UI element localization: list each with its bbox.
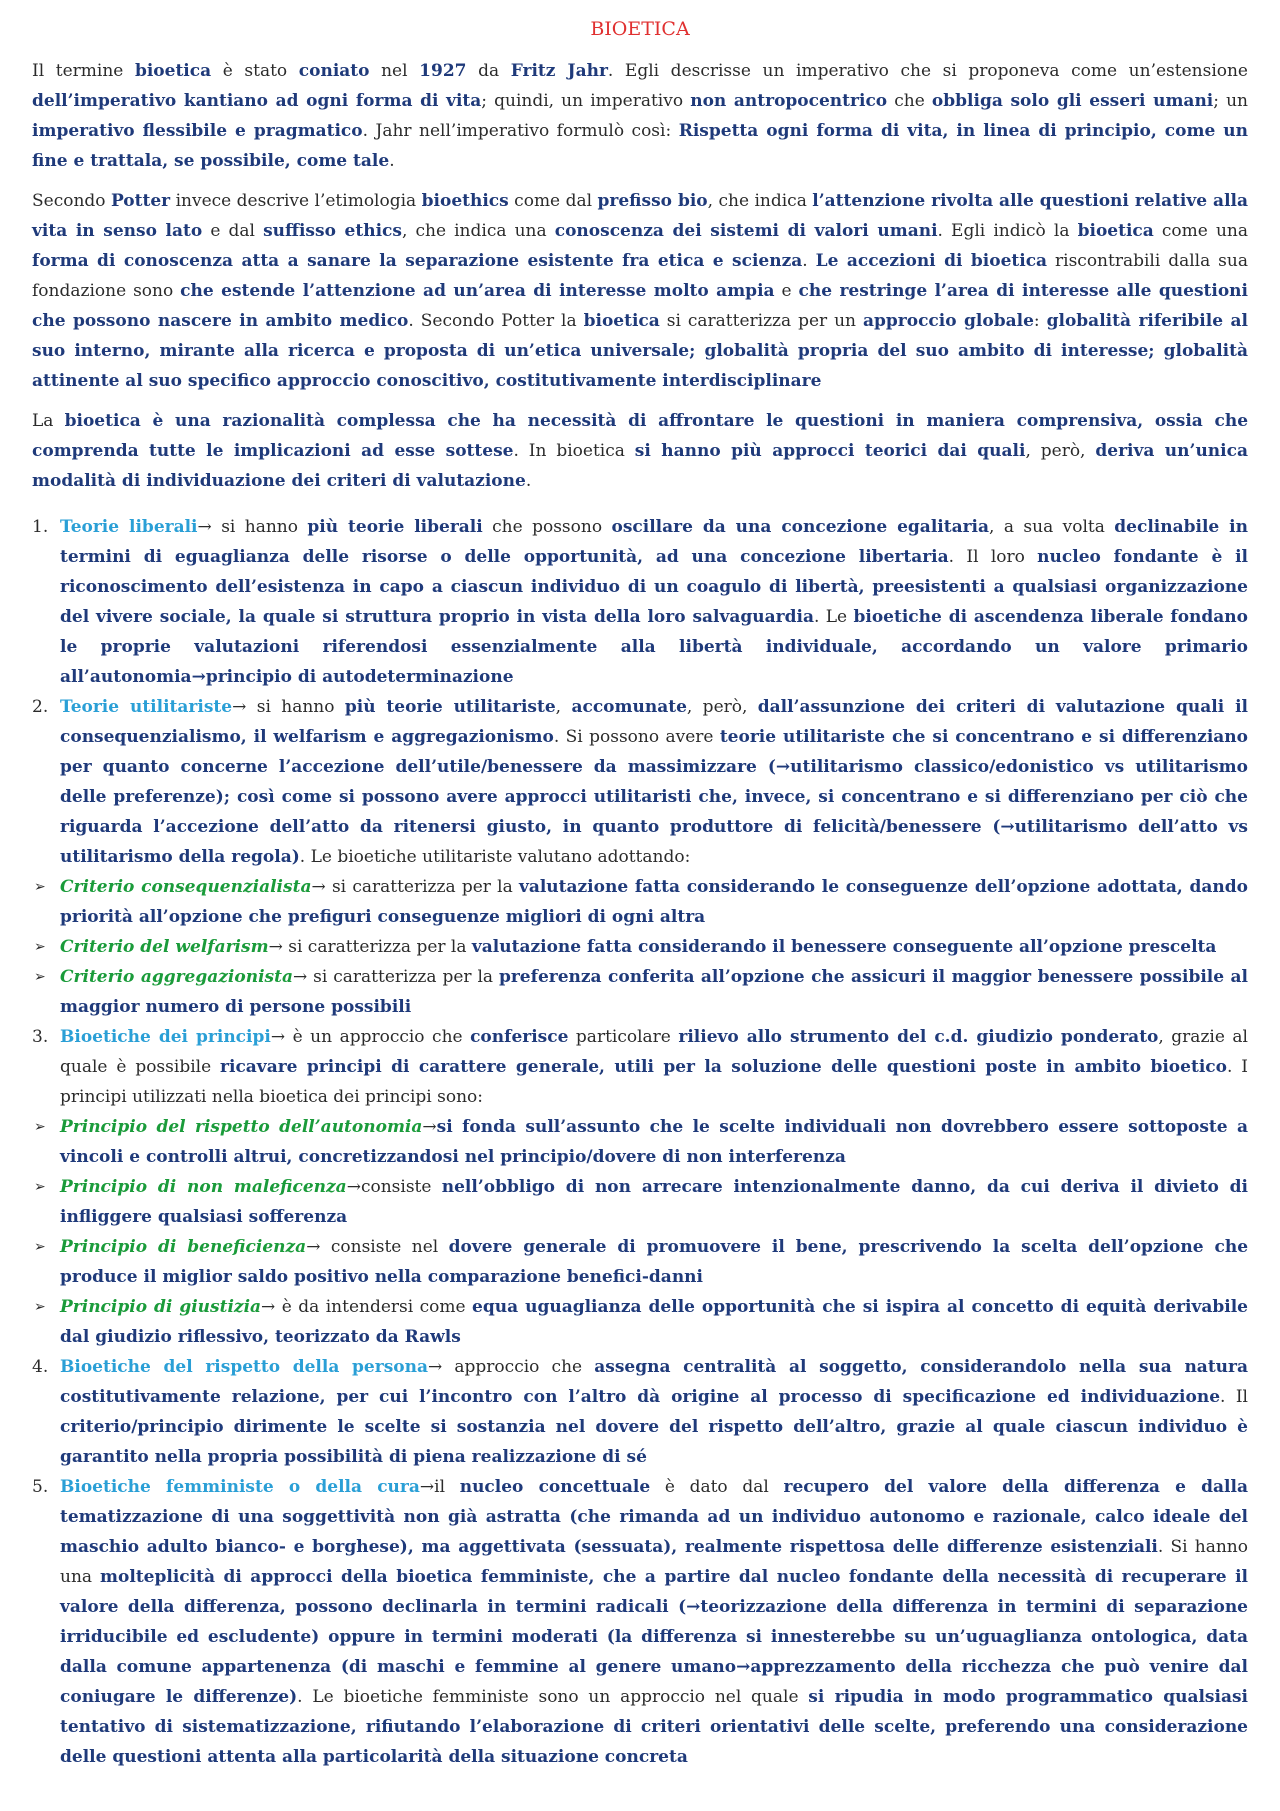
- text-run: obbliga solo gli esseri umani: [931, 91, 1214, 111]
- text-run: consiste nel: [320, 1237, 449, 1257]
- text-run: apprezzamento della ricchezza che può venire dal coniugare le differenze): [60, 1657, 1248, 1707]
- text-run: . Egli descrisse un imperativo che si proponeva come un’estensione: [607, 61, 1248, 81]
- text-run: ; un: [1213, 91, 1249, 111]
- text-run: e dal: [202, 221, 264, 241]
- bullet-item: [32, 1112, 1248, 1172]
- text-run: conferisce: [470, 1027, 569, 1047]
- criterion-heading: Criterio aggregazionista: [60, 967, 293, 987]
- text-run: e: [774, 281, 799, 301]
- text-run: come una: [1153, 221, 1248, 241]
- text-run: più teorie utilitariste: [344, 697, 556, 717]
- text-run: si hanno: [211, 517, 308, 537]
- text-run: Rispetta ogni forma di vita, in linea di principio, come un fine e trattala, se possibile, come tale: [32, 121, 1248, 171]
- text-run: recupero del valore della differenza e dalla tematizzazione di una soggettività non già astratta (che rimanda ad un individuo autonomo e razionale, calco ideale del maschio adulto bianco- e borghese), ma aggettivata (sessuata), realmente rispettosa delle differenze esistenziali: [60, 1477, 1248, 1557]
- arrow-icon: →: [261, 1297, 276, 1317]
- text-run: valutazione fatta considerando il benessere conseguente all’opzione prescelta: [471, 937, 1217, 957]
- text-run: da: [466, 61, 511, 81]
- text-run: . Si possono avere: [553, 727, 720, 747]
- text-run: si hanno: [246, 697, 345, 717]
- arrow-bullet-icon: ➢: [34, 969, 46, 985]
- text-run: bioetica è una razionalità complessa che ha necessità di affrontare le questioni in maniera comprensiva, ossia che comprenda tutte le implicazioni ad esse sottese: [32, 411, 1249, 461]
- arrow-icon: →: [422, 1117, 437, 1137]
- paragraph-potter: [32, 186, 1248, 396]
- text-run: .: [389, 151, 395, 171]
- text-run: . Il: [1220, 1387, 1248, 1407]
- item-number: 5.: [32, 1477, 49, 1497]
- text-run: bioetica: [1077, 221, 1154, 241]
- paragraph-razionalita: [32, 406, 1248, 496]
- text-run: Potter: [110, 191, 171, 211]
- text-run: .: [802, 251, 816, 271]
- arrow-icon: →: [270, 1027, 286, 1047]
- text-run: si ripudia in modo programmatico qualsiasi tentativo di sistematizzazione, rifiutando l’elaborazione di criteri orientativi delle scelte, preferendo una considerazione delle questioni attenta alla particolarità della situazione concreta: [60, 1687, 1248, 1767]
- text-run: .: [525, 471, 532, 491]
- text-run: si fonda sull’assunto che le scelte individuali non dovrebbero essere sottoposte a vincoli e controlli altrui, concretizzandosi nel principio/dovere di non interferenza: [60, 1117, 1248, 1167]
- text-run: . Egli indicò la: [937, 221, 1078, 241]
- text-run: è dato dal: [650, 1477, 784, 1497]
- criterion-heading: Principio di giustizia: [60, 1297, 262, 1317]
- numbered-item: [32, 512, 1248, 692]
- bullet-item: [32, 1292, 1248, 1352]
- text-run: teorie utilitariste che si concentrano e si differenziano per quanto concerne l’accezione dell’utile/benessere da massimizzare (: [60, 727, 1248, 777]
- arrow-bullet-icon: ➢: [34, 879, 46, 895]
- text-run: , che indica una: [401, 221, 555, 241]
- text-run: imperativo flessibile e pragmatico: [32, 121, 363, 141]
- bullet-item: [32, 1232, 1248, 1292]
- criterion-heading: Principio di beneficienza: [60, 1237, 307, 1257]
- text-run: consiste: [360, 1177, 442, 1197]
- text-run: →: [191, 667, 206, 687]
- text-run: nel: [369, 61, 420, 81]
- text-run: teorizzazione della differenza in termini di separazione irriducibile ed escludente) oppure in termini moderati (la differenza si innesterebbe su un’uguaglianza ontologica, data dalla comune appartenenza (di maschi e femmine al genere umano: [60, 1597, 1249, 1677]
- section-heading: Teorie utilitariste: [60, 697, 233, 717]
- section-heading: Bioetiche femministe o della cura: [60, 1477, 420, 1497]
- text-run: bioetiche di ascendenza liberale fondano le proprie valutazioni riferendosi essenzialmente alla libertà individuale, accordando un valore primario all’autonomia: [60, 607, 1249, 687]
- intro-paragraph-jahr: [32, 56, 1248, 176]
- numbered-item: [32, 1352, 1248, 1472]
- text-run: declinabile in termini di eguaglianza delle risorse o delle opportunità, ad una concezione libertaria: [60, 517, 1248, 567]
- bullet-item: [32, 872, 1248, 932]
- criterion-heading: Principio di non maleficenza: [60, 1177, 347, 1197]
- text-run: principio di autodeterminazione: [205, 667, 514, 687]
- text-run: dall’assunzione dei criteri di valutazione quali il consequenzialismo, il welfarism e aggregazionismo: [60, 697, 1248, 747]
- text-run: che: [887, 91, 932, 111]
- text-run: , che indica: [707, 191, 813, 211]
- text-run: 1927: [419, 61, 467, 81]
- text-run: nucleo concettuale: [459, 1477, 651, 1497]
- text-run: →: [1000, 817, 1015, 837]
- arrow-bullet-icon: ➢: [34, 939, 46, 955]
- text-run: non antropocentrico: [690, 91, 888, 111]
- text-run: invece descrive l’etimologia: [170, 191, 422, 211]
- item-number: 1.: [32, 517, 49, 537]
- text-run: accomunate: [571, 697, 687, 717]
- text-run: si caratterizza per la: [325, 877, 519, 897]
- text-run: riscontrabili dalla sua fondazione sono: [32, 251, 1248, 301]
- text-run: criterio/principio dirimente le scelte si sostanzia nel dovere del rispetto dell’altro, grazie al quale ciascun individuo è garantito nella propria possibilità di piena realizzazione di sé: [60, 1417, 1248, 1467]
- text-run: che restringe l’area di interesse alle questioni che possono nascere in ambito medico: [32, 281, 1248, 331]
- text-run: utilitarismo dell’atto vs utilitarismo della regola): [60, 817, 1248, 867]
- bullet-item: [32, 932, 1248, 962]
- numbered-item: [32, 692, 1248, 872]
- numbered-item: [32, 1022, 1248, 1112]
- text-run: particolare: [568, 1027, 679, 1047]
- criterion-heading: Principio del rispetto dell’autonomia: [60, 1117, 423, 1137]
- arrow-icon: →: [197, 517, 212, 537]
- text-run: bioethics: [421, 191, 509, 211]
- text-run: . Le bioetiche femministe sono un approccio nel quale: [297, 1687, 809, 1707]
- text-run: rilievo allo strumento del c.d. giudizio ponderato: [678, 1027, 1159, 1047]
- text-run: . Le bioetiche utilitariste valutano adottando:: [299, 847, 691, 867]
- text-run: , a sua volta: [989, 517, 1115, 537]
- text-run: assegna centralità al soggetto, considerandolo nella sua natura costitutivamente relazione, per cui l’incontro con l’altro dà origine al processo di specificazione ed individuazione: [60, 1357, 1249, 1407]
- text-run: forma di conoscenza atta a sanare la separazione esistente fra etica e scienza: [32, 251, 803, 271]
- text-run: →: [686, 1597, 701, 1617]
- text-run: , però,: [1025, 441, 1096, 461]
- arrow-icon: →: [268, 937, 283, 957]
- text-run: conoscenza dei sistemi di valori umani: [554, 221, 938, 241]
- text-run: si hanno più approcci teorici dai quali: [634, 441, 1026, 461]
- text-run: Fritz Jahr: [510, 61, 608, 81]
- text-run: è stato: [211, 61, 299, 81]
- text-run: valutazione fatta considerando le conseguenze dell’opzione adottata, dando priorità all’opzione che prefiguri conseguenze migliori di ogni altra: [60, 877, 1249, 927]
- text-run: Le accezioni di bioetica: [815, 251, 1048, 271]
- text-run: dovere generale di promuovere il bene, prescrivendo la scelta dell’opzione che produce il miglior saldo positivo nella comparazione benefici-danni: [60, 1237, 1249, 1287]
- text-run: equa uguaglianza delle opportunità che si ispira al concetto di equità derivabile dal giudizio riflessivo, teorizzato da Rawls: [60, 1297, 1248, 1347]
- text-run: che possono: [482, 517, 612, 537]
- criterion-heading: Criterio consequenzialista: [60, 877, 312, 897]
- text-run: si caratterizza per la: [307, 967, 499, 987]
- arrow-bullet-icon: ➢: [34, 1179, 46, 1195]
- text-run: Secondo: [32, 191, 111, 211]
- text-run: coniato: [298, 61, 370, 81]
- text-run: . In bioetica: [513, 441, 635, 461]
- arrow-icon: →: [419, 1477, 435, 1497]
- text-run: è da intendersi come: [275, 1297, 473, 1317]
- text-run: . Si hanno una: [60, 1537, 1248, 1587]
- arrow-icon: →: [346, 1177, 361, 1197]
- text-run: nucleo fondante è il riconoscimento dell’esistenza in capo a ciascun individuo di un coagulo di libertà, preesistenti a qualsiasi organizzazione del vivere sociale, la quale si struttura proprio in vista della loro salvaguardia: [60, 547, 1248, 627]
- text-run: come dal: [508, 191, 598, 211]
- item-number: 3.: [32, 1027, 49, 1047]
- text-run: prefisso bio: [597, 191, 708, 211]
- text-run: si caratterizza per la: [282, 937, 472, 957]
- text-run: ; quindi, un imperativo: [481, 91, 691, 111]
- text-run: globalità riferibile al suo interno, mirante alla ricerca e proposta di un’etica universale; globalità propria del suo ambito di interesse; globalità attinente al suo specifico approccio conoscitivo, costitutivamente interdisciplinare: [32, 311, 1248, 391]
- numbered-item: [32, 1472, 1248, 1772]
- text-run: →: [775, 757, 791, 777]
- text-run: suffisso ethics: [263, 221, 402, 241]
- text-run: molteplicità di approcci della bioetica femministe, che a partire dal nucleo fondante della necessità di recuperare il valore della differenza, possono declinarla in termini radicali (: [60, 1567, 1249, 1617]
- section-heading: Bioetiche del rispetto della persona: [60, 1357, 428, 1377]
- item-number: 2.: [32, 697, 49, 717]
- text-run: deriva un’unica modalità di individuazione dei criteri di valutazione: [32, 441, 1248, 491]
- text-run: l’attenzione rivolta alle questioni relative alla vita in senso lato: [32, 191, 1248, 241]
- text-run: →: [736, 1657, 751, 1677]
- bullet-item: [32, 1172, 1248, 1232]
- section-heading: Bioetiche dei principi: [60, 1027, 271, 1047]
- page-title: BIOETICA: [590, 18, 690, 40]
- text-run: . Le: [813, 607, 854, 627]
- text-run: ricavare principi di carattere generale, utili per la soluzione delle questioni poste in ambito bioetico: [220, 1057, 1227, 1077]
- text-run: , grazie al quale è possibile: [60, 1027, 1248, 1077]
- text-run: preferenza conferita all’opzione che assicuri il maggior benessere possibile al maggior numero di persone possibili: [60, 967, 1248, 1017]
- text-run: La: [32, 411, 65, 431]
- approaches-list: [32, 512, 1248, 1772]
- text-run: :: [1033, 311, 1047, 331]
- arrow-icon: →: [428, 1357, 443, 1377]
- text-run: . I principi utilizzati nella bioetica dei principi sono:: [60, 1057, 1248, 1107]
- text-run: si caratterizza per un: [659, 311, 863, 331]
- text-run: nell’obbligo di non arrecare intenzionalmente danno, da cui deriva il divieto di infliggere qualsiasi sofferenza: [60, 1177, 1248, 1227]
- text-run: il: [434, 1477, 460, 1497]
- item-number: 4.: [32, 1357, 49, 1377]
- text-run: approccio globale: [862, 311, 1034, 331]
- text-run: bioetica: [134, 61, 212, 81]
- text-run: dell’imperativo kantiano ad ogni forma di vita: [32, 91, 482, 111]
- section-heading: Teorie liberali: [60, 517, 198, 537]
- arrow-icon: →: [306, 1237, 321, 1257]
- text-run: . Il loro: [948, 547, 1038, 567]
- text-run: più teorie liberali: [307, 517, 483, 537]
- text-run: , però,: [686, 697, 758, 717]
- arrow-icon: →: [311, 877, 326, 897]
- arrow-bullet-icon: ➢: [34, 1239, 46, 1255]
- text-run: oscillare da una concezione egalitaria: [611, 517, 990, 537]
- text-run: bioetica: [583, 311, 660, 331]
- arrow-bullet-icon: ➢: [34, 1119, 46, 1135]
- arrow-icon: →: [292, 967, 308, 987]
- text-run: è un approccio che: [285, 1027, 471, 1047]
- text-run: ,: [555, 697, 572, 717]
- text-run: Il termine: [32, 61, 135, 81]
- criterion-heading: Criterio del welfarism: [60, 937, 269, 957]
- text-run: . Secondo Potter la: [408, 311, 584, 331]
- text-run: approccio che: [442, 1357, 595, 1377]
- arrow-icon: →: [232, 697, 247, 717]
- text-run: . Jahr nell’imperativo formulò così:: [362, 121, 679, 141]
- text-run: utilitarismo classico/edonistico vs utilitarismo delle preferenze); così come si possono avere approcci utilitaristi che, invece, si concentrano e si differenziano per ciò che riguarda l’accezione dell’atto da ritenersi giusto, in quanto produttore di felicità/benessere (: [60, 757, 1248, 837]
- arrow-bullet-icon: ➢: [34, 1299, 46, 1315]
- bullet-item: [32, 962, 1248, 1022]
- text-run: che estende l’attenzione ad un’area di interesse molto ampia: [180, 281, 775, 301]
